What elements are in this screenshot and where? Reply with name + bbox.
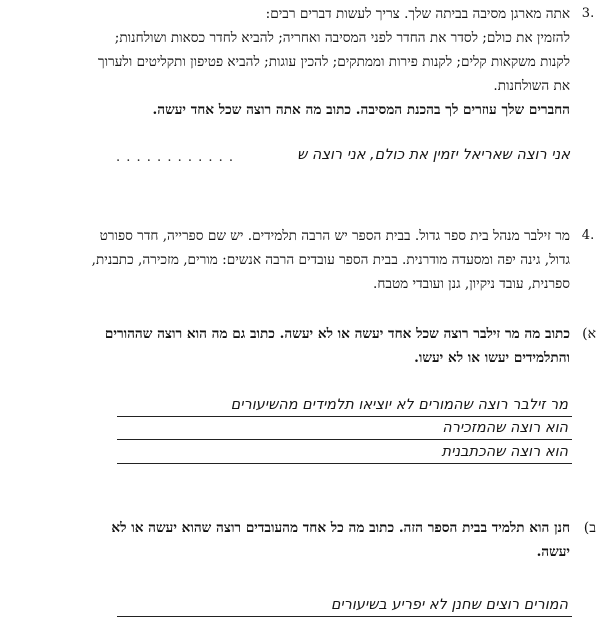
question-text-line: אתה מארגן מסיבה בביתה שלך. צריך לעשות דברים רבים:	[265, 6, 570, 22]
answer-line	[117, 416, 572, 417]
question-3	[5, 2, 595, 122]
answer-dotted-line: . . . . . . . . . . . .	[116, 150, 235, 165]
question-text-line: מר זילבר מנהל בית ספר גדול. בבית הספר יש הרבה תלמידים. יש שם ספרייה, חדר ספורט	[99, 228, 570, 244]
question-text-line: לקנות משקאות קלים; לקנות פירות וממתקים; להכין עוגות; להביא פטיפון ותקליטים ולערוך	[97, 54, 570, 70]
answer-line	[117, 463, 572, 464]
part-instruction-line: חנן הוא תלמיד בבית הספר הזה. כתוב מה כל אחד מהעובדים רוצה שהוא יעשה או לא	[111, 520, 570, 536]
answer-line	[117, 439, 572, 440]
handwritten-answer: אני רוצה שאריאל יזמין את כולם, אני רוצה ש	[297, 147, 570, 163]
question-number: 4.	[581, 228, 595, 243]
question-4	[5, 224, 595, 296]
handwritten-answer: המורים רוצים שחנן לא יפריע בשיעורים	[330, 597, 568, 613]
question-text-line: את השולחנות.	[493, 78, 570, 94]
question-text-line: להזמין את כולם; לסדר את החדר לפני המסיבה ואחריה; להביא לחדר כסאות ושולחנות;	[114, 30, 570, 46]
part-instruction-line: יעשה.	[536, 544, 570, 560]
part-instruction-line: כתוב מה מר זילבר רוצה שכל אחד יעשה או לא יעשה. כתוב גם מה הוא רוצה שההורים	[104, 326, 570, 342]
answer-line	[117, 616, 572, 617]
handwritten-answer: הוא רוצה שהמזכירה	[442, 420, 568, 436]
handwritten-answer: מר זילבר רוצה שהמורים לא יוציאו תלמידים מהשיעורים	[230, 397, 568, 413]
question-instruction: החברים שלך עוזרים לך בהכנת המסיבה. כתוב מה אתה רוצה שכל אחד יעשה.	[152, 102, 570, 118]
question-text-line: ספרנית, עובד ניקיון, גנן ועובדי מטבח.	[373, 276, 570, 292]
part-b	[5, 516, 596, 564]
part-instruction-line: והתלמידים יעשו או לא יעשו.	[414, 350, 570, 366]
part-label: (א	[582, 326, 596, 342]
handwritten-answer: הוא רוצה שהכתבנית	[441, 444, 568, 460]
part-label: (ב	[583, 520, 596, 536]
part-a	[5, 322, 596, 370]
question-text-line: גדול, גינה יפה ומסעדה מודרנית. בבית הספר עובדים הרבה אנשים: מורים, מזכירה, כתבנית,	[91, 252, 570, 268]
question-number: 3.	[581, 6, 595, 21]
